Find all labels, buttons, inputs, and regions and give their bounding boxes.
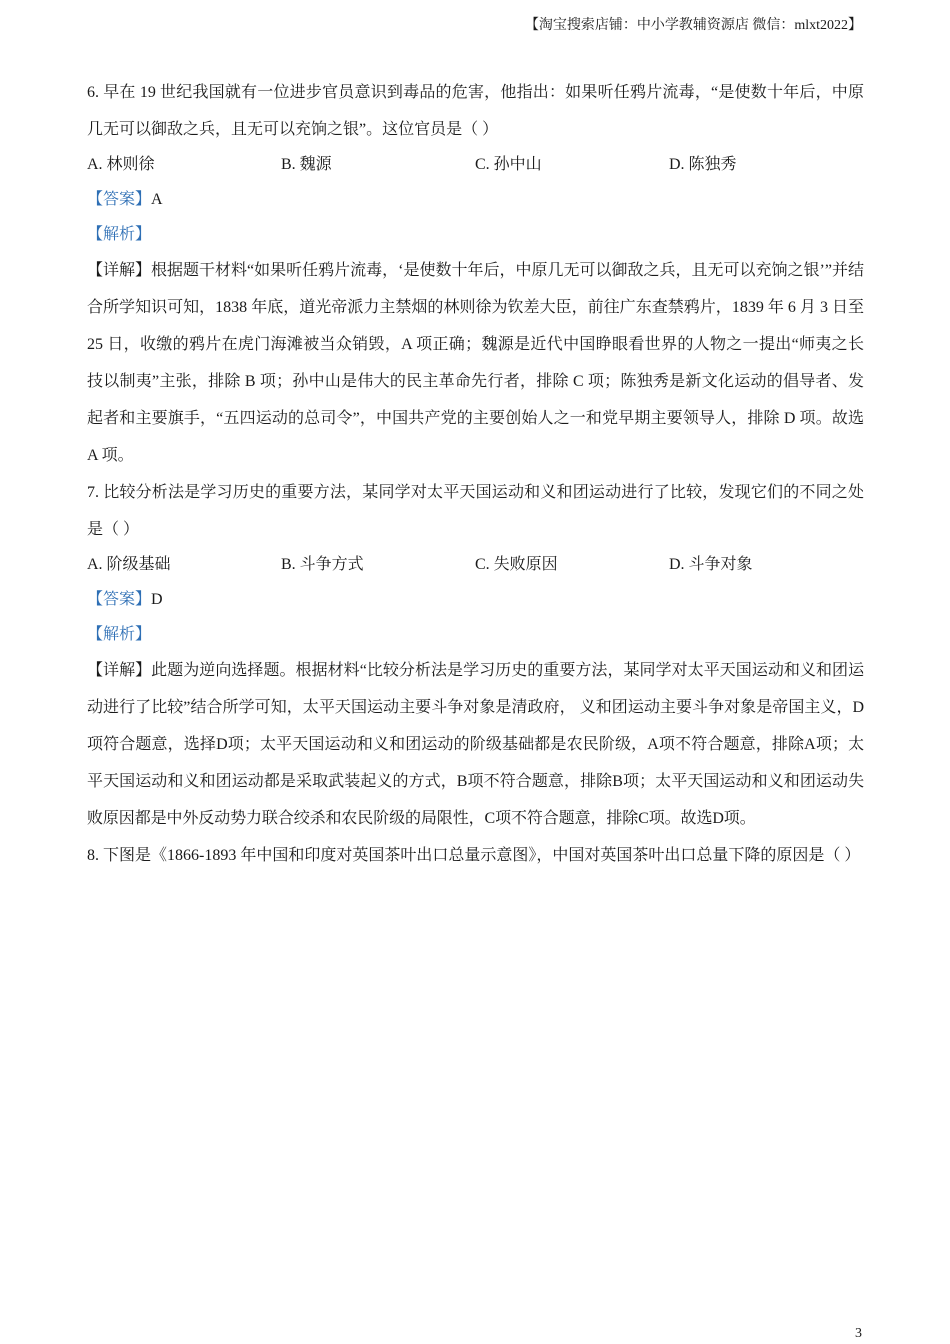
page-content xyxy=(87,74,864,874)
answer-line xyxy=(87,182,864,217)
detail-tag: 【详解】 xyxy=(87,662,152,679)
answer-tag: 【答案】 xyxy=(87,591,152,608)
question-stem: 8. 下图是《1866-1893 年中国和印度对英国茶叶出口总量示意图》，中国对英国茶叶出口总量下降的原因是（ ） xyxy=(87,847,861,864)
option-d: D. 陈独秀 xyxy=(669,156,737,173)
options-row xyxy=(87,148,864,182)
analysis-tag: 【解析】 xyxy=(87,626,152,643)
answer-value: A xyxy=(151,191,163,208)
option-b: B. 魏源 xyxy=(281,156,332,173)
option-b: B. 斗争方式 xyxy=(281,556,364,573)
option-d: D. 斗争对象 xyxy=(669,556,753,573)
analysis-line xyxy=(87,617,864,652)
question-stem: 7. 比较分析法是学习历史的重要方法，某同学对太平天国运动和义和团运动进行了比较，发现它们的不同之处是（ ） xyxy=(87,484,864,538)
detail-text: 此题为逆向选择题。根据材料“比较分析法是学习历史的重要方法，某同学对太平天国运动和义和团运动进行了比较”结合所学可知，太平天国运动主要斗争对象是清政府， 义和团运动主要斗争对象是帝国主义，D项符合题意，选择D项；太平天国运动和义和团运动的阶级基础都是农民阶级，A项不符合题意，排除A项；太平天国运动和义和团运动都是采取武装起义的方式，B项不符合题意，排除B项；太平天国运动和义和团运动失败原因都是中外反动势力联合绞杀和农民阶级的局限性，C项不符合题意，排除C项。故选D项。 xyxy=(87,662,864,827)
answer-tag: 【答案】 xyxy=(87,191,152,208)
option-a: A. 阶级基础 xyxy=(87,556,171,573)
page-number: 3 xyxy=(855,1326,862,1341)
analysis-line xyxy=(87,217,864,252)
question-8 xyxy=(87,837,864,874)
question-7 xyxy=(87,474,864,837)
detail-tag: 【详解】 xyxy=(87,262,152,279)
question-stem: 6. 早在 19 世纪我国就有一位进步官员意识到毒品的危害，他指出：如果听任鸦片流毒，“是使数十年后，中原几无可以御敌之兵，且无可以充饷之银”。这位官员是（ ） xyxy=(87,84,864,138)
detail-paragraph xyxy=(87,652,864,837)
answer-value: D xyxy=(151,591,163,608)
analysis-tag: 【解析】 xyxy=(87,226,152,243)
detail-paragraph xyxy=(87,252,864,474)
answer-line xyxy=(87,582,864,617)
options-row xyxy=(87,548,864,582)
option-c: C. 孙中山 xyxy=(475,156,542,173)
option-a: A. 林则徐 xyxy=(87,156,155,173)
question-6 xyxy=(87,74,864,474)
option-c: C. 失败原因 xyxy=(475,556,558,573)
header-note: 【淘宝搜索店铺：中小学教辅资源店 微信：mlxt2022】 xyxy=(524,18,862,33)
detail-text: 根据题干材料“如果听任鸦片流毒，‘是使数十年后，中原几无可以御敌之兵，且无可以充饷之银’”并结合所学知识可知，1838 年底，道光帝派力主禁烟的林则徐为钦差大臣，前往广东查禁鸦片，1839 年 6 月 3 日至 25 日，收缴的鸦片在虎门海滩被当众销毁，A 项正确；魏源是近代中国睁眼看世界的人物之一提出“师夷之长技以制夷”主张，排除 B 项；孙中山是伟大的民主革命先行者，排除 C 项；陈独秀是新文化运动的倡导者、发起者和主要旗手，“五四运动的总司令”，中国共产党的主要创始人之一和党早期主要领导人，排除 D 项。故选 A 项。 xyxy=(87,262,864,464)
